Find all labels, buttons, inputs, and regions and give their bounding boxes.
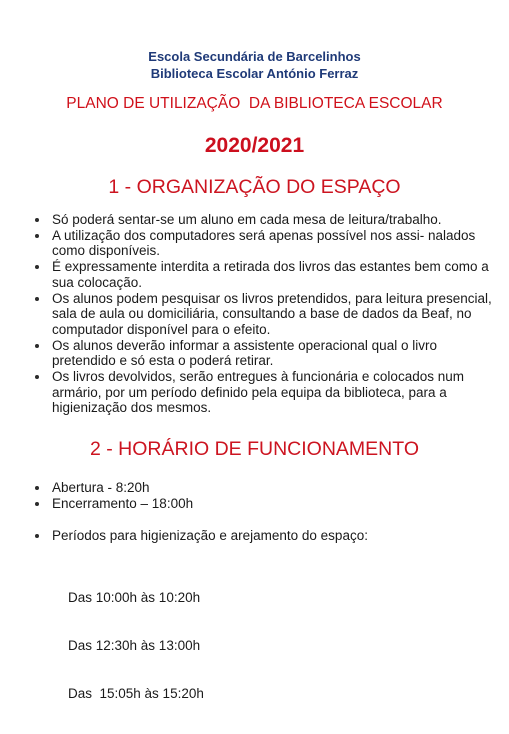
bullet-icon [35, 375, 39, 379]
list-item [52, 338, 492, 369]
cleaning-label: Períodos para higienização e arejamento do espaço: [52, 528, 368, 543]
list-item [52, 369, 492, 416]
library-name: Biblioteca Escolar António Ferraz [150, 66, 359, 81]
rule-text: É expressamente interdita a retirada dos livros das estantes bem como a sua colocação. [52, 259, 489, 290]
opening-time: Abertura - 8:20h [52, 480, 150, 495]
rule-text: Os alunos podem pesquisar os livros pretendidos, para leitura presencial, sala de aula ou domiciliária, consultando a base de dados da Beaf, no computador disponível para o efeito. [52, 290, 492, 337]
list-item [52, 259, 492, 290]
bullet-icon [35, 297, 39, 301]
bullet-icon [35, 486, 39, 490]
cleaning-period: Das 15:05h às 15:20h [68, 686, 204, 701]
section-heading-organization: 1 - ORGANIZAÇÃO DO ESPAÇO [108, 176, 401, 198]
rule-text: A utilização dos computadores será apenas possível nos assi- nalados como disponíveis. [52, 227, 476, 259]
list-item [52, 212, 492, 228]
bullet-icon [35, 502, 39, 506]
bullet-icon [35, 534, 39, 538]
plan-title: PLANO DE UTILIZAÇÃO DA BIBLIOTECA ESCOLAR [66, 95, 443, 112]
bullet-icon [35, 265, 39, 269]
school-name: Escola Secundária de Barcelinhos [148, 49, 361, 64]
organization-rules-list [52, 212, 492, 416]
list-item [52, 480, 492, 496]
rule-text: Os livros devolvidos, serão entregues à funcionária e colocados num armário, por um período definido pela equipa da biblioteca, para a higienização dos mesmos. [52, 369, 464, 416]
bullet-icon [35, 234, 39, 238]
list-item [52, 496, 492, 512]
list-item [52, 228, 492, 259]
closing-time: Encerramento – 18:00h [52, 495, 194, 511]
section-heading-opening-hours: 2 - HORÁRIO DE FUNCIONAMENTO [90, 438, 419, 460]
rule-text: Os alunos deverão informar a assistente operacional qual o livro pretendido e só esta o poderá retirar. [52, 337, 437, 369]
cleaning-period: Das 12:30h às 13:00h [68, 638, 201, 653]
cleaning-periods-list [52, 528, 492, 544]
school-header [0, 48, 509, 82]
opening-hours-list [52, 480, 492, 511]
bullet-icon [35, 218, 39, 222]
cleaning-period: Das 10:00h às 10:20h [68, 590, 201, 605]
list-item [52, 528, 492, 544]
school-year: 2020/2021 [204, 134, 305, 157]
bullet-icon [35, 344, 39, 348]
list-item [52, 291, 492, 338]
cleaning-periods [68, 558, 204, 734]
rule-text: Só poderá sentar-se um aluno em cada mesa de leitura/trabalho. [52, 212, 442, 227]
